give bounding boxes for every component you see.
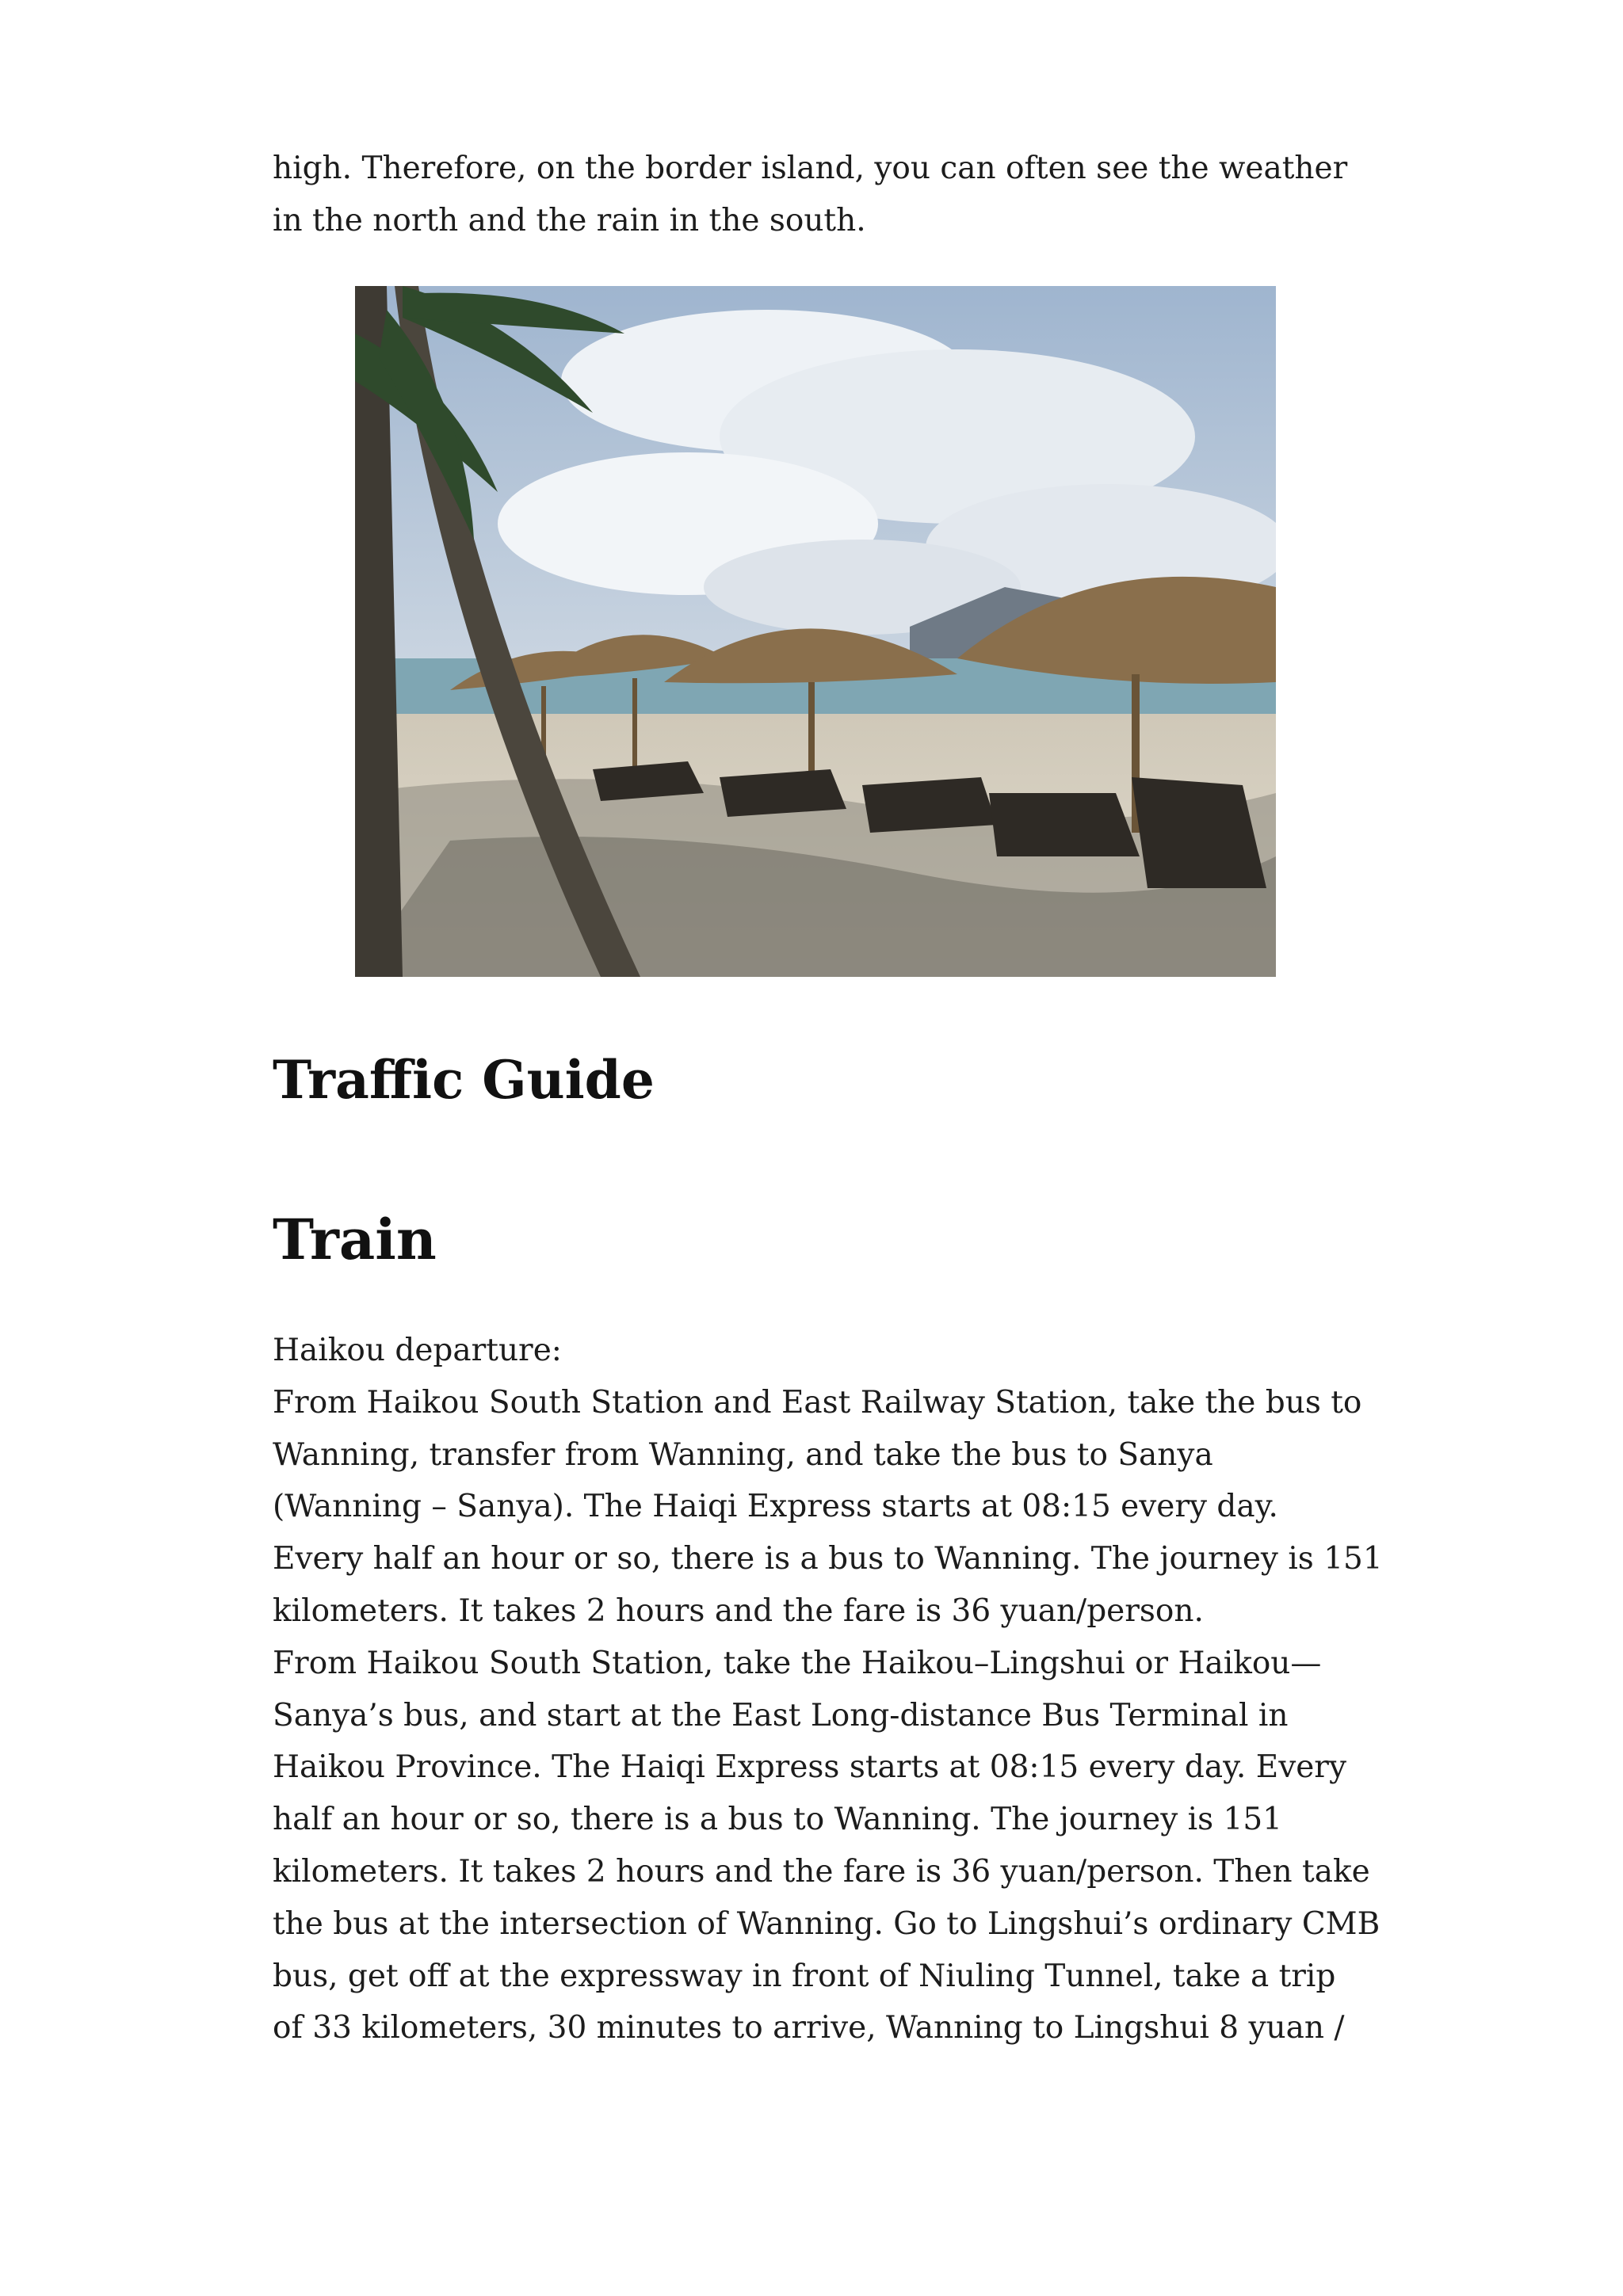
body-line: the bus at the intersection of Wanning. Go to Lingshui’s ordinary CMB: [273, 1905, 1381, 1942]
body-line: Wanning, transfer from Wanning, and take the bus to Sanya: [273, 1436, 1213, 1473]
body-line: From Haikou South Station and East Railway Station, take the bus to: [273, 1384, 1362, 1421]
body-line: half an hour or so, there is a bus to Wanning. The journey is 151: [273, 1802, 1282, 1838]
body-line: Haikou departure:: [273, 1333, 562, 1368]
beach-photo: [355, 286, 1276, 977]
heading-traffic-guide: Traffic Guide: [273, 1049, 655, 1111]
heading-train: Train: [273, 1207, 437, 1272]
body-line: kilometers. It takes 2 hours and the fare is 36 yuan/person. Then take: [273, 1853, 1370, 1890]
body-line: Every half an hour or so, there is a bus to Wanning. The journey is 151: [273, 1541, 1383, 1577]
body-line: bus, get off at the expressway in front of Niuling Tunnel, take a trip: [273, 1958, 1336, 1994]
body-line: From Haikou South Station, take the Haikou–Lingshui or Haikou—: [273, 1645, 1322, 1681]
body-line: (Wanning – Sanya). The Haiqi Express starts at 08:15 every day.: [273, 1489, 1278, 1525]
body-line: kilometers. It takes 2 hours and the fare is 36 yuan/person.: [273, 1592, 1204, 1629]
intro-line: in the north and the rain in the south.: [273, 203, 866, 238]
intro-paragraph: [273, 143, 1366, 247]
intro-line: high. Therefore, on the border island, you can often see the weather: [273, 151, 1348, 186]
body-line: Sanya’s bus, and start at the East Long-distance Bus Terminal in: [273, 1697, 1289, 1733]
train-paragraph: [273, 1325, 1382, 2054]
body-line: of 33 kilometers, 30 minutes to arrive, Wanning to Lingshui 8 yuan /: [273, 2010, 1345, 2046]
body-line: Haikou Province. The Haiqi Express starts at 08:15 every day. Every: [273, 1749, 1346, 1786]
